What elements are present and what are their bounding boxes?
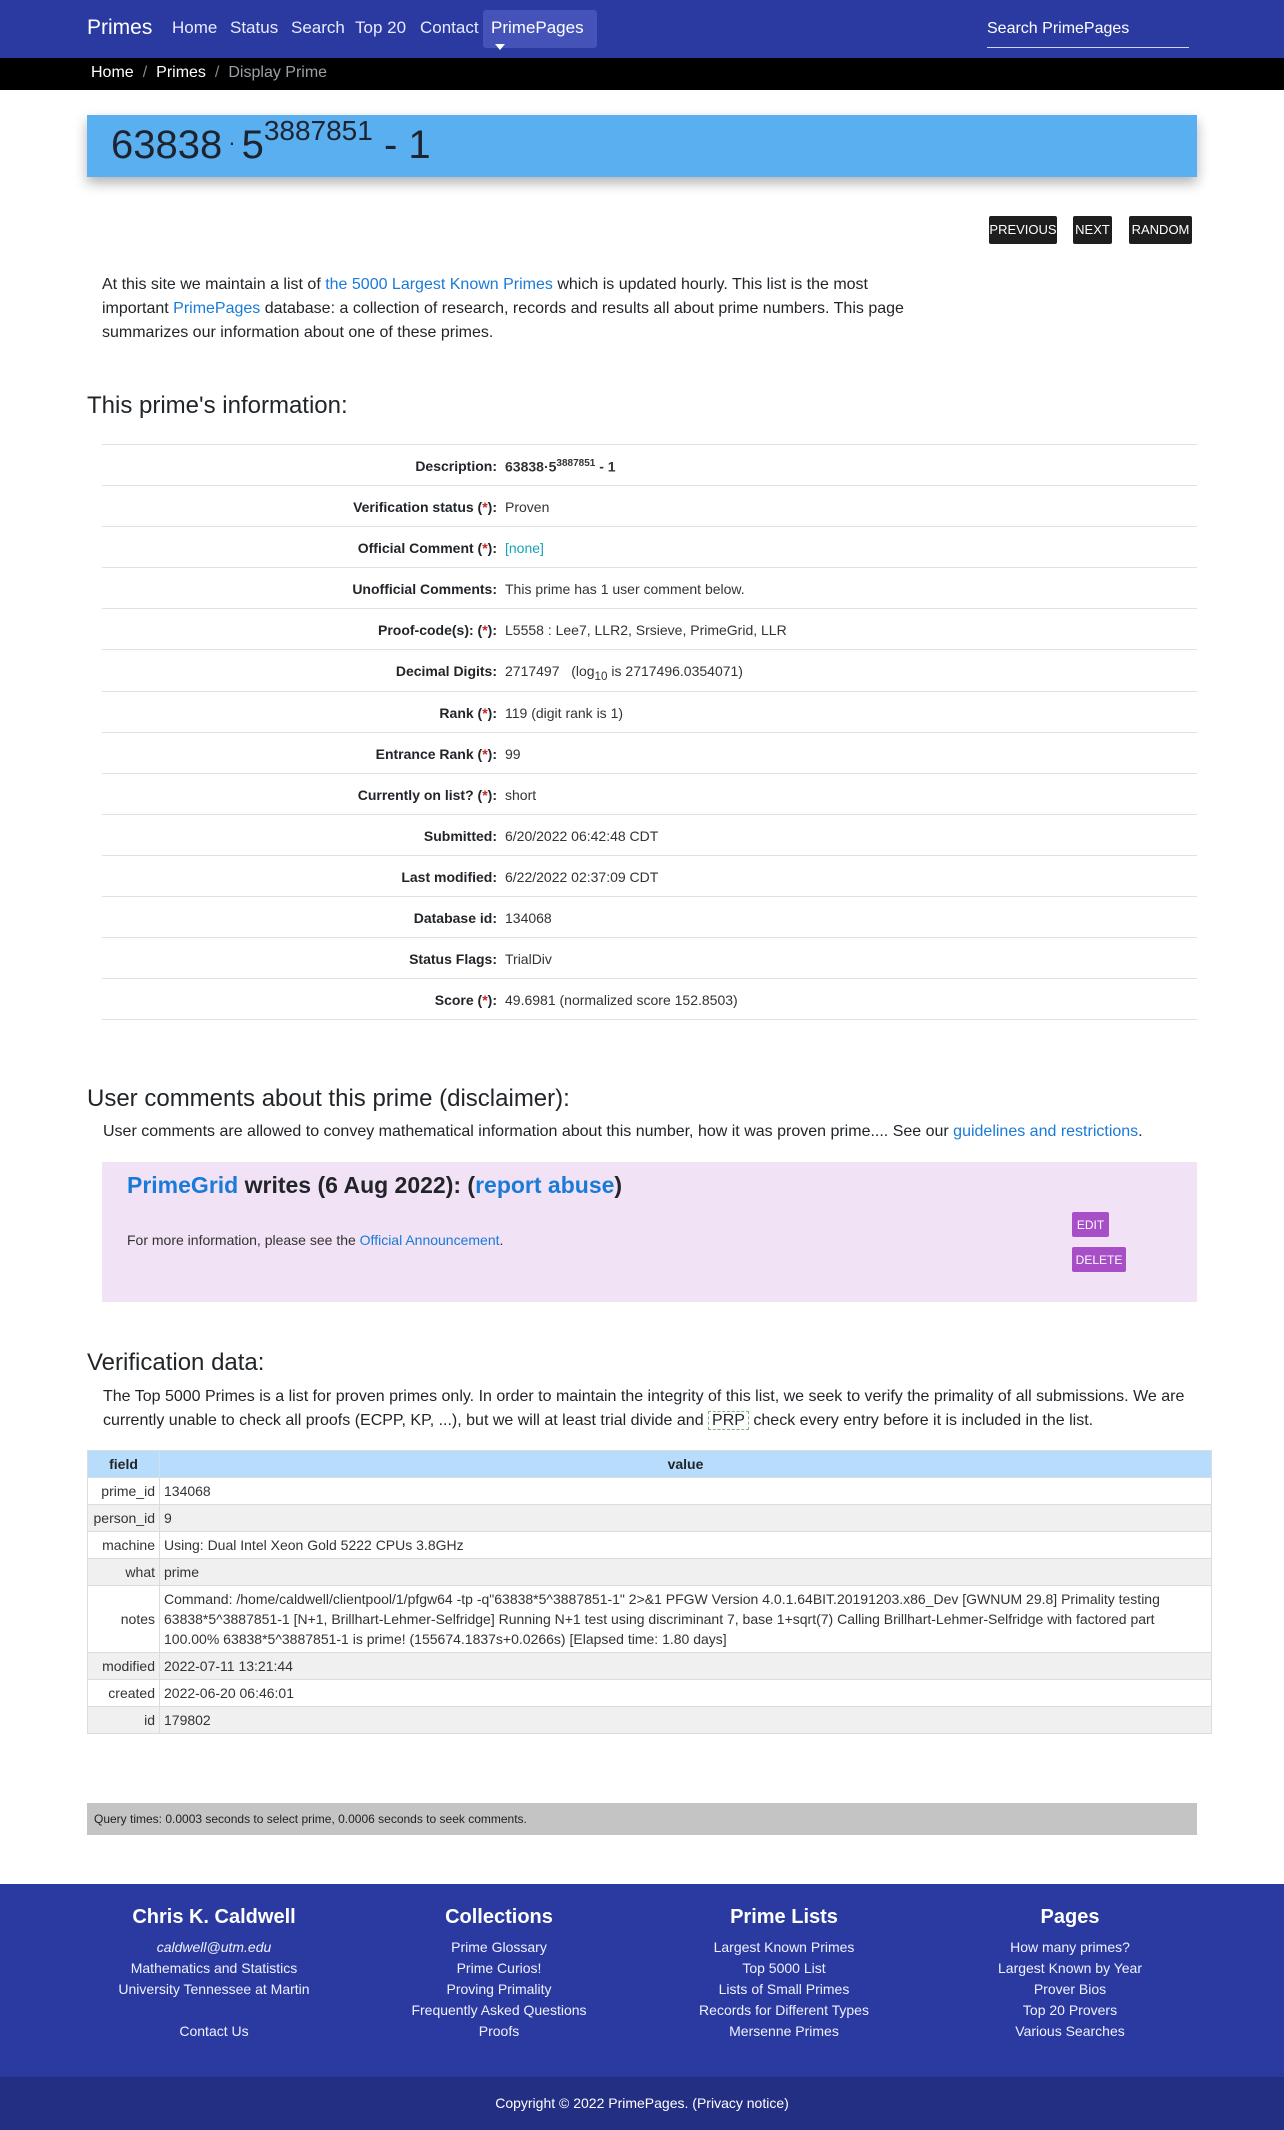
- info-row: [102, 978, 1197, 1019]
- breadcrumb: Home / Primes / Display Prime: [0, 58, 1284, 90]
- verification-heading: Verification data:: [87, 1349, 265, 1376]
- footer-link[interactable]: Records for Different Types: [699, 2002, 869, 2018]
- info-heading: This prime's information:: [87, 392, 348, 419]
- info-row: [102, 567, 1197, 608]
- footer-link[interactable]: Prover Bios: [1033, 1981, 1107, 1997]
- field-cell: machine: [88, 1532, 160, 1559]
- nav-top20[interactable]: Top 20: [355, 18, 407, 37]
- help-star-link[interactable]: *: [482, 540, 488, 557]
- breadcrumb-current: Display Prime: [228, 64, 328, 81]
- help-star-link[interactable]: *: [482, 745, 488, 762]
- footer-link[interactable]: How many primes?: [1010, 1939, 1130, 1955]
- field-cell: id: [88, 1707, 160, 1734]
- edit-button[interactable]: EDIT: [1072, 1212, 1109, 1237]
- field-cell: person_id: [88, 1505, 160, 1532]
- disclaimer-link[interactable]: disclaimer: [447, 1085, 556, 1112]
- info-label: Entrance Rank (*):: [375, 745, 497, 762]
- footer-link[interactable]: Largest Known Primes: [713, 1939, 855, 1955]
- field-cell: created: [88, 1680, 160, 1707]
- nav-home[interactable]: Home: [172, 18, 218, 37]
- nav-search[interactable]: Search: [291, 18, 345, 37]
- info-value: 6/20/2022 06:42:48 CDT: [505, 827, 659, 844]
- footer-link[interactable]: Proving Primality: [446, 1981, 552, 1997]
- breadcrumb-home[interactable]: Home: [91, 64, 134, 81]
- info-label: Last modified:: [401, 868, 497, 885]
- comments-heading: User comments about this prime (disclaimer):: [87, 1085, 570, 1112]
- info-label: Status Flags:: [409, 951, 497, 968]
- info-row: [102, 855, 1197, 896]
- query-times: Query times: 0.0003 seconds to select prime, 0.0006 seconds to seek comments.: [87, 1803, 1197, 1835]
- help-star-link[interactable]: *: [482, 786, 488, 803]
- info-row: [102, 649, 1197, 690]
- largest-primes-link[interactable]: the 5000 Largest Known Primes: [325, 276, 553, 293]
- footer-link[interactable]: Largest Known by Year: [998, 1960, 1142, 1976]
- info-label: Proof-code(s): (*):: [377, 622, 497, 639]
- footer-link[interactable]: Various Searches: [1015, 2023, 1125, 2039]
- value-cell: 2022-06-20 06:46:01: [160, 1680, 1212, 1707]
- info-label: Official Comment (*):: [357, 540, 497, 557]
- footer-col-prime-lists: Prime Lists Largest Known Primes Top 5000 List Lists of Small Primes Records for Different Types Mersenne Primes: [634, 1906, 934, 2042]
- breadcrumb-primes[interactable]: Primes: [156, 64, 206, 81]
- table-row: [88, 1505, 1212, 1532]
- info-value: TrialDiv: [505, 951, 552, 968]
- page-title: 63838 · $5^{3887851} - 1$: [111, 114, 431, 167]
- info-value: 119 (digit rank is 1): [505, 704, 624, 721]
- info-value: short: [505, 786, 537, 803]
- table-row: [88, 1532, 1212, 1559]
- footer-col-pages: Pages How many primes? Largest Known by Year Prover Bios Top 20 Provers Various Searches: [920, 1906, 1220, 2042]
- info-value: 99: [505, 745, 521, 762]
- info-row: [102, 691, 1197, 732]
- info-label: Database id:: [413, 910, 497, 926]
- info-label: Rank (*):: [439, 704, 497, 721]
- nav-contact[interactable]: Contact: [420, 18, 479, 37]
- table-row: [88, 1586, 1212, 1653]
- footer-col-collections: Collections Prime Glossary Prime Curios! Proving Primality Frequently Asked Questions Proofs: [349, 1906, 649, 2042]
- info-value: 6/22/2022 02:37:09 CDT: [505, 868, 659, 885]
- info-row: [102, 937, 1197, 978]
- comments-intro: User comments are allowed to convey mathematical information about this number, how it was proven prime.... See our guidelines and restrictions.: [103, 1123, 1143, 1140]
- value-cell: Command: /home/caldwell/clientpool/1/pfgw64 -tp -q"63838*5^3887851-1" 2>&1 PFGW Version 4.0.1.64BIT.20191203.x86_Dev [GWNUM 29.8] Primality testing 63838*5^3887851-1 [N+1, Brillhart-Lehmer-Selfridge] Running N+1 test using discriminant 7, base 1+sqrt(7) Calling Brillhart-Lehmer-Selfridge with factored part 100.00% 63838*5^3887851-1 is prime! (155674.1837s+0.0266s) [Elapsed time: 1.80 days]: [160, 1586, 1212, 1653]
- privacy-link[interactable]: Privacy notice: [696, 2095, 785, 2111]
- footer-link[interactable]: Top 20 Provers: [1022, 2002, 1118, 2018]
- table-row: [88, 1478, 1212, 1505]
- info-value: L5558 : Lee7, LLR2, Srsieve, PrimeGrid, LLR: [505, 622, 787, 639]
- value-cell: 9: [160, 1505, 1212, 1532]
- comment-author-link[interactable]: PrimeGrid: [127, 1172, 239, 1198]
- col-value-header: value: [160, 1451, 1212, 1478]
- field-cell: modified: [88, 1653, 160, 1680]
- nav-primepages-dropdown[interactable]: [483, 10, 597, 48]
- delete-button[interactable]: DELETE: [1072, 1247, 1126, 1272]
- verification-table: [87, 1450, 1212, 1734]
- prime-description-link[interactable]: $63838\cdot 5^{3887851} - 1$: [505, 458, 616, 475]
- top-navbar: [0, 0, 1284, 58]
- footer-link[interactable]: Frequently Asked Questions: [411, 2002, 587, 2018]
- table-row: [88, 1559, 1212, 1586]
- field-cell: what: [88, 1559, 160, 1586]
- primepages-link[interactable]: PrimePages: [173, 300, 261, 317]
- footer-link[interactable]: Top 5000 List: [742, 1960, 826, 1976]
- official-announcement-link[interactable]: Official Announcement: [359, 1232, 500, 1248]
- value-cell: prime: [160, 1559, 1212, 1586]
- field-cell: prime_id: [88, 1478, 160, 1505]
- footer: [0, 1884, 1284, 2077]
- table-row: [88, 1707, 1212, 1734]
- footer-contact-link[interactable]: Contact Us: [179, 2023, 249, 2039]
- footer-link[interactable]: Proofs: [478, 2023, 520, 2039]
- previous-button[interactable]: PREVIOUS: [989, 216, 1057, 244]
- info-value: 2717497 ($\log_{10}$ is 2717496.0354071): [505, 663, 743, 684]
- caret-down-icon: [495, 44, 505, 50]
- help-star-link[interactable]: *: [482, 622, 488, 639]
- footer-link[interactable]: Mersenne Primes: [729, 2023, 839, 2039]
- info-row: [102, 485, 1197, 526]
- col-field-header: field: [88, 1451, 160, 1478]
- copyright-bar: Copyright © 2022 PrimePages. (Privacy notice): [0, 2077, 1284, 2130]
- info-label: Score (*):: [434, 992, 497, 1009]
- search-input[interactable]: Search PrimePages: [987, 18, 1189, 48]
- info-table-bottom: [102, 1019, 1197, 1020]
- value-cell: 134068: [160, 1478, 1212, 1505]
- info-value: 49.6981 (normalized score 152.8503): [505, 992, 738, 1009]
- info-row: [102, 814, 1197, 855]
- guidelines-link[interactable]: guidelines and restrictions: [953, 1123, 1139, 1140]
- footer-col-author: Chris K. Caldwell caldwell@utm.edu Mathematics and Statistics University Tennessee at Martin Contact Us: [64, 1906, 364, 2042]
- info-row: [102, 896, 1197, 937]
- info-label: Submitted:: [423, 827, 497, 844]
- nav-status[interactable]: Status: [230, 18, 279, 37]
- info-row: [102, 732, 1197, 773]
- value-cell: 179802: [160, 1707, 1212, 1734]
- report-abuse-link[interactable]: report abuse: [475, 1172, 615, 1198]
- table-row: [88, 1680, 1212, 1707]
- value-cell: Using: Dual Intel Xeon Gold 5222 CPUs 3.8GHz: [160, 1532, 1212, 1559]
- info-row: [102, 773, 1197, 814]
- intro-paragraph: At this site we maintain a list of the 5000 Largest Known Primes which is updated hourly. This list is the most important PrimePages database: a collection of research, records and results all about prime numbers. This page summarizes our information about one of these primes.: [102, 276, 904, 341]
- field-cell: notes: [88, 1586, 160, 1653]
- info-value: Proven: [505, 499, 550, 515]
- user-comment: PrimeGrid writes (6 Aug 2022): (report abuse) For more information, please see the Official Announcement. EDIT DELETE: [102, 1162, 1197, 1302]
- table-row: [88, 1653, 1212, 1680]
- random-button[interactable]: RANDOM: [1129, 216, 1192, 244]
- footer-link[interactable]: Prime Curios!: [456, 1960, 542, 1976]
- info-row-description: Description: $63838\cdot 5^{3887851} - 1$: [102, 444, 1197, 485]
- footer-email[interactable]: caldwell@utm.edu: [156, 1939, 272, 1955]
- next-button[interactable]: NEXT: [1073, 216, 1112, 244]
- dropdown-label: PrimePages: [491, 18, 584, 37]
- info-label: Unofficial Comments:: [352, 581, 497, 598]
- info-row: [102, 608, 1197, 649]
- value-cell: 2022-07-11 13:21:44: [160, 1653, 1212, 1680]
- footer-link[interactable]: Lists of Small Primes: [718, 1981, 850, 1997]
- info-label: Decimal Digits:: [395, 663, 497, 680]
- footer-link[interactable]: Prime Glossary: [451, 1939, 547, 1955]
- info-value: 134068: [505, 910, 552, 926]
- info-label: Currently on list? (*):: [357, 786, 497, 803]
- info-label: Verification status (*):: [353, 499, 497, 515]
- prp-term[interactable]: PRP: [708, 1411, 749, 1430]
- help-star-link[interactable]: *: [482, 992, 488, 1009]
- verification-paragraph: The Top 5000 Primes is a list for proven primes only. In order to maintain the integrity of this list, we seek to verify the primality of all submissions. We are currently unable to check all proofs (ECPP, KP, ...), but we will at least trial divide and PRP check every entry before it is included in the list.: [103, 1388, 1185, 1429]
- info-value: This prime has 1 user comment below.: [505, 581, 745, 598]
- brand-link[interactable]: Primes: [87, 16, 153, 39]
- copyright-text: Copyright © 2022 PrimePages.: [495, 2095, 689, 2111]
- info-row: [102, 526, 1197, 567]
- help-star-link[interactable]: *: [482, 499, 488, 515]
- prime-title-box: [87, 115, 1197, 177]
- help-star-link[interactable]: *: [482, 704, 488, 721]
- info-value[interactable]: [none]: [505, 540, 544, 557]
